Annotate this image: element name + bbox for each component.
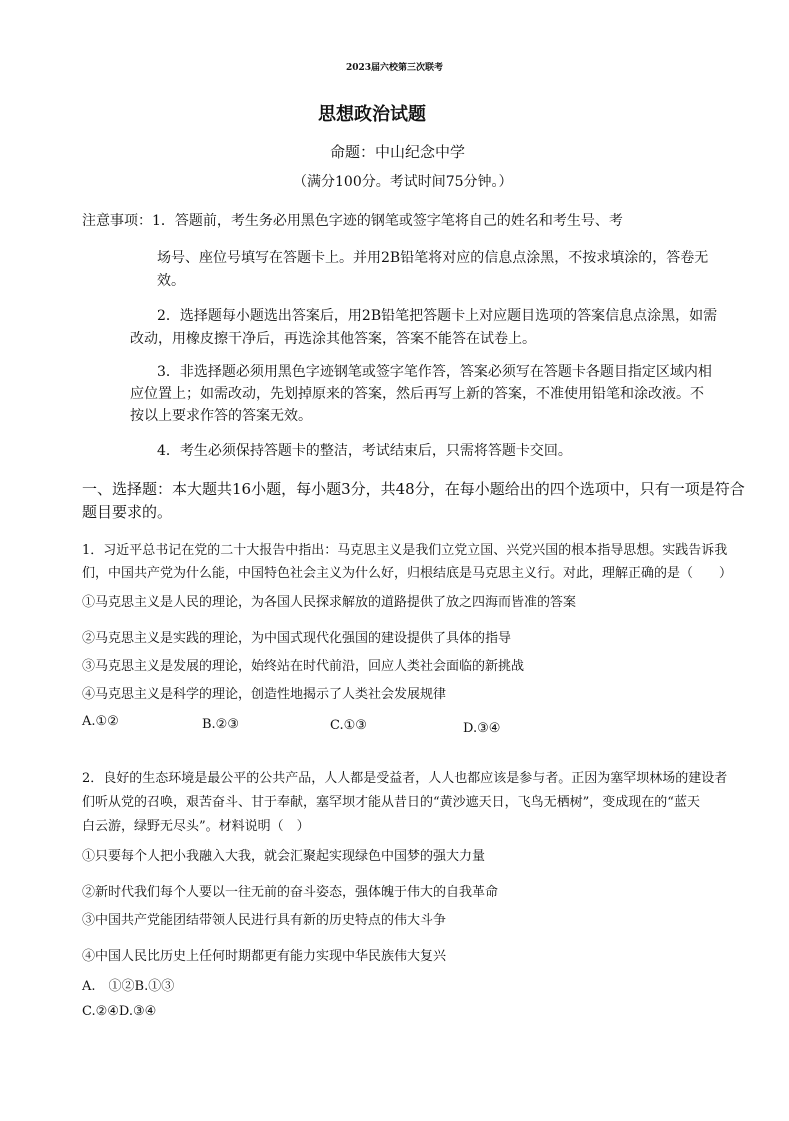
q1-item-2: ②马克思主义是实践的理论，为中国式现代化强国的建设提供了具体的指导 xyxy=(82,631,512,646)
q1-item-1: ①马克思主义是人民的理论，为各国人民探求解放的道路提供了放之四海而皆准的答案 xyxy=(82,595,577,610)
q2-item-1: ①只要每个人把小我融入大我，就会汇聚起实现绿色中国梦的强大力量 xyxy=(82,849,486,864)
notice-line-3: 效。 xyxy=(157,273,185,289)
notice-line-7: 应位置上；如需改动，先划掉原来的答案，然后再写上新的答案，不准使用铅笔和涂改液。不 xyxy=(130,386,704,402)
notice-line-1: 注意事项：1．答题前，考生务必用黑色字迹的钢笔或签字笔将自己的姓名和考生号、考 xyxy=(82,213,623,229)
notice-line-9: 4．考生必须保持答题卡的整洁，考试结束后，只需将答题卡交回。 xyxy=(157,443,572,459)
q2-stem-line-3: 白云游，绿野无尽头”。材料说明（ ） xyxy=(82,819,310,834)
q1-option-c: C.①③ xyxy=(330,718,367,733)
q2-options-line-1: A. ①②B.①③ xyxy=(82,979,175,994)
q1-option-b: B.②③ xyxy=(202,717,239,732)
q1-item-3: ③马克思主义是发展的理论，始终站在时代前沿，回应人类社会面临的新挑战 xyxy=(82,659,525,674)
q2-stem-line-2: 们听从党的召唤，艰苦奋斗、甘于奉献，塞罕坝才能从昔日的“黄沙遮天日，飞鸟无栖树”，变成现在的“蓝天 xyxy=(82,795,700,810)
q2-item-3: ③中国共产党能团结带领人民进行具有新的历史特点的伟大斗争 xyxy=(82,913,447,928)
q1-option-a: A.①② xyxy=(82,714,119,729)
notice-line-4: 2．选择题每小题选出答案后，用2B铅笔把答题卡上对应题目选项的答案信息点涂黑，如需 xyxy=(157,308,718,324)
q1-item-4: ④马克思主义是科学的理论，创造性地揭示了人类社会发展规律 xyxy=(82,687,447,702)
exam-title: 2023届六校第三次联考 xyxy=(345,63,444,73)
q2-stem-line-1: 2．良好的生态环境是最公平的公共产品，人人都是受益者，人人也都应该是参与者。正因为塞罕坝林场的建设者 xyxy=(82,771,728,786)
section-heading-line-1: 一、选择题：本大题共16小题，每小题3分，共48分，在每小题给出的四个选项中，只有一项是符合 xyxy=(82,480,745,498)
q1-option-d: D.③④ xyxy=(463,721,501,736)
section-heading-line-2: 题目要求的。 xyxy=(82,503,173,521)
exam-author: 命题：中山纪念中学 xyxy=(330,143,466,161)
exam-subtitle: 思想政治试题 xyxy=(318,104,426,125)
q2-item-4: ④中国人民比历史上任何时期都更有能力实现中华民族伟大复兴 xyxy=(82,949,447,964)
q2-item-2: ②新时代我们每个人要以一往无前的奋斗姿态，强体魄于伟大的自我革命 xyxy=(82,885,499,900)
q2-options-line-2: C.②④D.③④ xyxy=(82,1004,157,1019)
notice-line-5: 改动，用橡皮擦干净后，再选涂其他答案，答案不能答在试卷上。 xyxy=(130,331,536,347)
notice-line-2: 场号、座位号填写在答题卡上。并用2B铅笔将对应的信息点涂黑，不按求填涂的，答卷无 xyxy=(157,250,709,266)
notice-line-8: 按以上要求作答的答案无效。 xyxy=(130,408,312,424)
exam-score-time: （满分100分。考试时间75分钟。） xyxy=(293,174,513,190)
q1-stem-line-2: 们，中国共产党为什么能，中国特色社会主义为什么好，归根结底是马克思主义行。对此，理解正确的是（ ） xyxy=(82,566,733,581)
q1-stem-line-1: 1．习近平总书记在党的二十大报告中指出：马克思主义是我们立党立国、兴党兴国的根本指导思想。实践告诉我 xyxy=(82,543,728,558)
notice-line-6: 3．非选择题必须用黑色字迹钢笔或签字笔作答，答案必须写在答题卡各题目指定区域内相 xyxy=(157,364,712,380)
